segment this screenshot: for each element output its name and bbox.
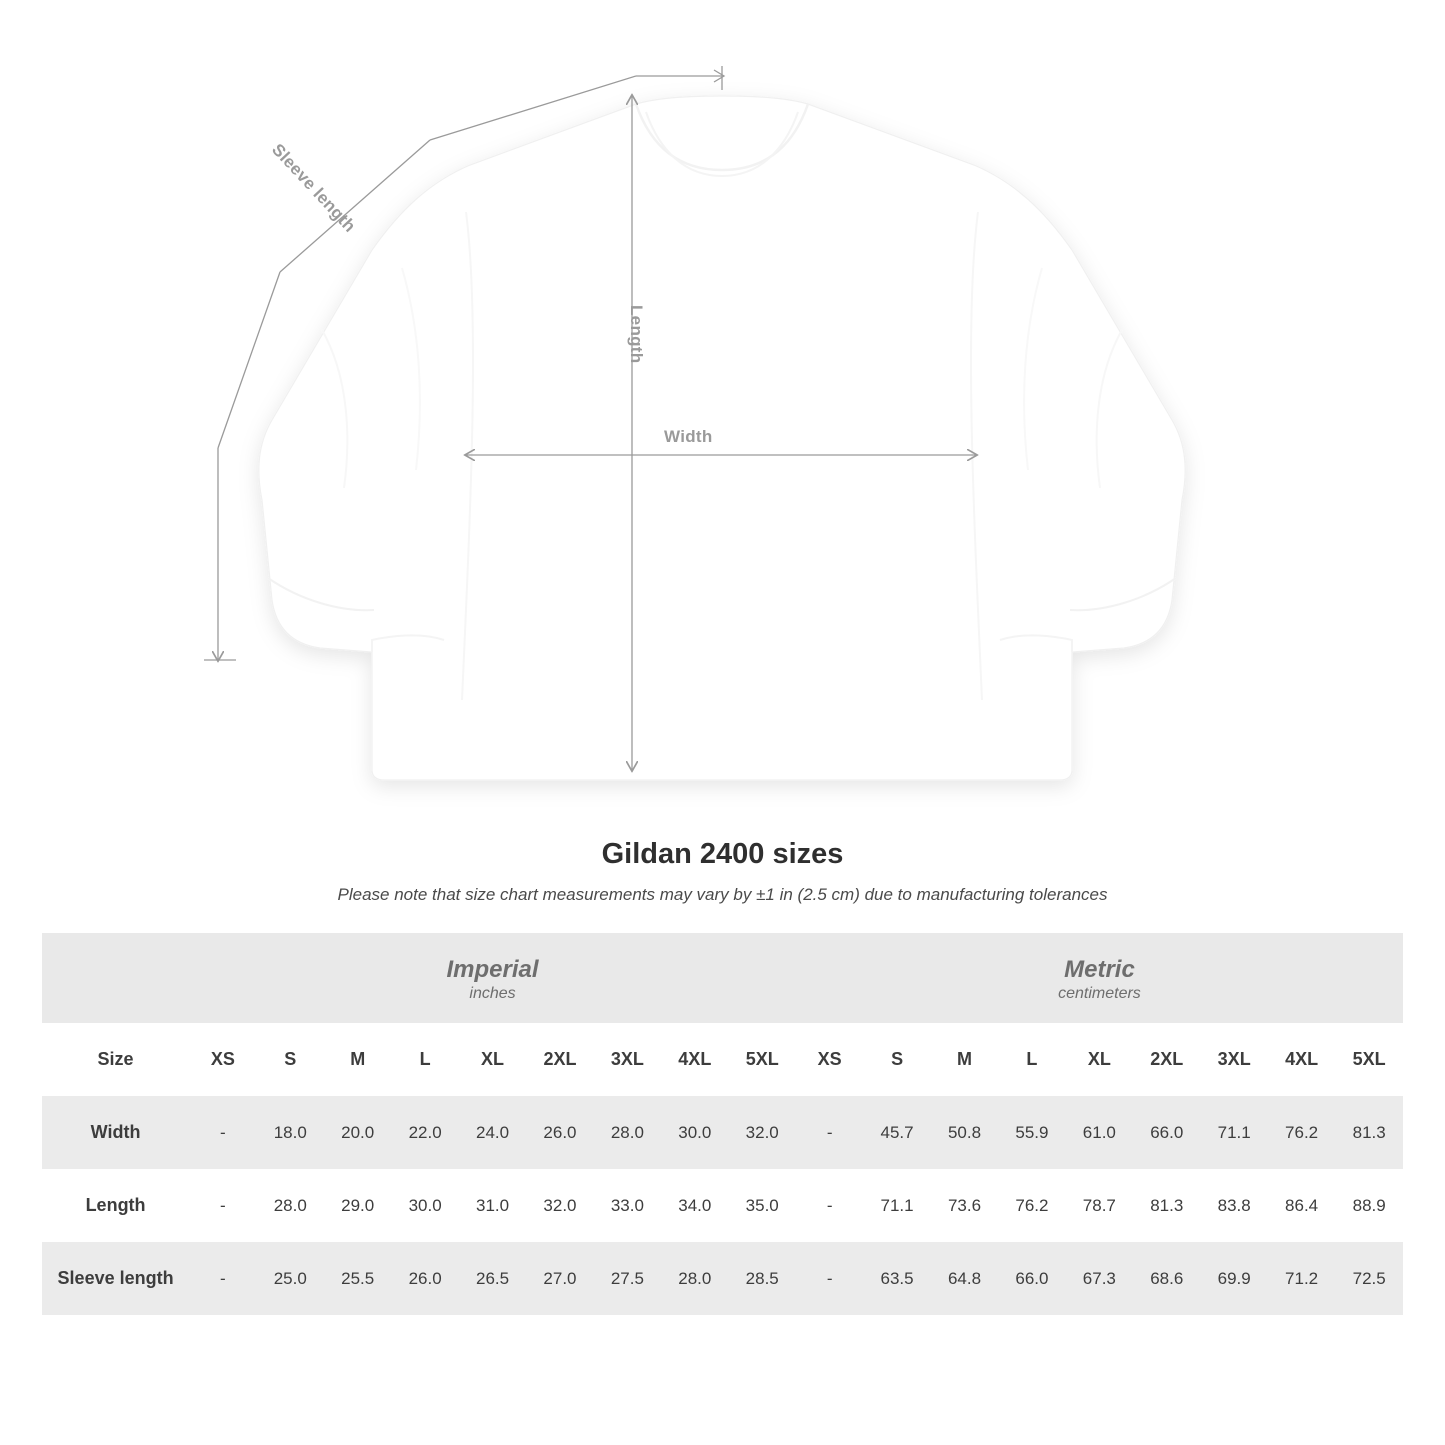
- row-header-sleeve-length: Sleeve length: [42, 1242, 189, 1315]
- cell-sleeve-metric-m: 64.8: [931, 1242, 998, 1315]
- cell-sleeve-imperial-3xl: 27.5: [594, 1242, 661, 1315]
- cell-sleeve-metric-3xl: 69.9: [1200, 1242, 1267, 1315]
- cell-length-metric-s: 71.1: [863, 1169, 930, 1242]
- cell-sleeve-metric-2xl: 68.6: [1133, 1242, 1200, 1315]
- cell-width-imperial-xs: -: [189, 1096, 256, 1169]
- column-header-metric-xs: XS: [796, 1023, 863, 1096]
- cell-sleeve-metric-xs: -: [796, 1242, 863, 1315]
- cell-length-imperial-3xl: 33.0: [594, 1169, 661, 1242]
- column-header-metric-l: L: [998, 1023, 1065, 1096]
- cell-length-metric-m: 73.6: [931, 1169, 998, 1242]
- column-header-imperial-3xl: 3XL: [594, 1023, 661, 1096]
- cell-width-imperial-s: 18.0: [257, 1096, 324, 1169]
- cell-length-metric-5xl: 88.9: [1335, 1169, 1403, 1242]
- table-row: [42, 1169, 1403, 1242]
- cell-width-imperial-4xl: 30.0: [661, 1096, 728, 1169]
- metric-sub: centimeters: [1058, 985, 1141, 1002]
- cell-length-imperial-m: 29.0: [324, 1169, 391, 1242]
- column-header-imperial-4xl: 4XL: [661, 1023, 728, 1096]
- cell-length-imperial-l: 30.0: [391, 1169, 458, 1242]
- cell-length-metric-4xl: 86.4: [1268, 1169, 1335, 1242]
- unit-header-row: [42, 933, 1403, 1023]
- cell-sleeve-imperial-xl: 26.5: [459, 1242, 526, 1315]
- cell-sleeve-metric-xl: 67.3: [1066, 1242, 1133, 1315]
- cell-sleeve-metric-s: 63.5: [863, 1242, 930, 1315]
- cell-width-metric-l: 55.9: [998, 1096, 1065, 1169]
- cell-length-metric-xl: 78.7: [1066, 1169, 1133, 1242]
- row-header-length: Length: [42, 1169, 189, 1242]
- column-header-imperial-2xl: 2XL: [526, 1023, 593, 1096]
- column-header-metric-s: S: [863, 1023, 930, 1096]
- column-header-imperial-l: L: [391, 1023, 458, 1096]
- cell-sleeve-metric-5xl: 72.5: [1335, 1242, 1403, 1315]
- shirt-shape: [259, 96, 1185, 780]
- cell-length-metric-xs: -: [796, 1169, 863, 1242]
- tolerance-note: Please note that size chart measurements may vary by ±1 in (2.5 cm) due to manufacturing tolerances: [337, 885, 1108, 904]
- unit-header-spacer: [42, 933, 189, 1023]
- table-row: [42, 1242, 1403, 1315]
- cell-sleeve-imperial-m: 25.5: [324, 1242, 391, 1315]
- column-header-metric-m: M: [931, 1023, 998, 1096]
- column-header-metric-4xl: 4XL: [1268, 1023, 1335, 1096]
- cell-width-metric-xs: -: [796, 1096, 863, 1169]
- cell-sleeve-imperial-l: 26.0: [391, 1242, 458, 1315]
- cell-length-imperial-4xl: 34.0: [661, 1169, 728, 1242]
- size-table-wrapper: [0, 933, 1445, 1315]
- cell-length-imperial-xl: 31.0: [459, 1169, 526, 1242]
- cell-sleeve-imperial-s: 25.0: [257, 1242, 324, 1315]
- page-title: Gildan 2400 sizes: [601, 838, 844, 870]
- cell-length-metric-2xl: 81.3: [1133, 1169, 1200, 1242]
- width-label: Width: [664, 427, 713, 446]
- metric-name: Metric: [1064, 956, 1135, 983]
- cell-width-metric-m: 50.8: [931, 1096, 998, 1169]
- size-chart-table: [42, 933, 1403, 1315]
- cell-length-imperial-xs: -: [189, 1169, 256, 1242]
- length-label: Length: [627, 305, 646, 364]
- cell-width-imperial-5xl: 32.0: [729, 1096, 796, 1169]
- cell-width-imperial-l: 22.0: [391, 1096, 458, 1169]
- imperial-name: Imperial: [446, 956, 539, 983]
- unit-header-imperial: [189, 933, 796, 1023]
- column-header-metric-3xl: 3XL: [1200, 1023, 1267, 1096]
- cell-sleeve-imperial-5xl: 28.5: [729, 1242, 796, 1315]
- cell-width-metric-xl: 61.0: [1066, 1096, 1133, 1169]
- cell-sleeve-metric-l: 66.0: [998, 1242, 1065, 1315]
- column-header-imperial-m: M: [324, 1023, 391, 1096]
- cell-length-metric-3xl: 83.8: [1200, 1169, 1267, 1242]
- column-header-imperial-5xl: 5XL: [729, 1023, 796, 1096]
- cell-sleeve-imperial-2xl: 27.0: [526, 1242, 593, 1315]
- cell-width-metric-s: 45.7: [863, 1096, 930, 1169]
- column-header-metric-xl: XL: [1066, 1023, 1133, 1096]
- cell-width-metric-4xl: 76.2: [1268, 1096, 1335, 1169]
- column-header-size: Size: [42, 1023, 189, 1096]
- cell-width-metric-5xl: 81.3: [1335, 1096, 1403, 1169]
- column-header-metric-5xl: 5XL: [1335, 1023, 1403, 1096]
- column-header-metric-2xl: 2XL: [1133, 1023, 1200, 1096]
- cell-width-imperial-xl: 24.0: [459, 1096, 526, 1169]
- column-header-imperial-xl: XL: [459, 1023, 526, 1096]
- cell-length-metric-l: 76.2: [998, 1169, 1065, 1242]
- column-header-imperial-s: S: [257, 1023, 324, 1096]
- size-header-row: [42, 1023, 1403, 1096]
- row-header-width: Width: [42, 1096, 189, 1169]
- cell-width-imperial-m: 20.0: [324, 1096, 391, 1169]
- unit-header-metric: [796, 933, 1403, 1023]
- imperial-sub: inches: [469, 985, 516, 1002]
- cell-width-metric-2xl: 66.0: [1133, 1096, 1200, 1169]
- cell-length-imperial-5xl: 35.0: [729, 1169, 796, 1242]
- cell-length-imperial-2xl: 32.0: [526, 1169, 593, 1242]
- table-row: [42, 1096, 1403, 1169]
- cell-width-metric-3xl: 71.1: [1200, 1096, 1267, 1169]
- cell-sleeve-imperial-4xl: 28.0: [661, 1242, 728, 1315]
- cell-sleeve-imperial-xs: -: [189, 1242, 256, 1315]
- cell-sleeve-metric-4xl: 71.2: [1268, 1242, 1335, 1315]
- cell-width-imperial-2xl: 26.0: [526, 1096, 593, 1169]
- column-header-imperial-xs: XS: [189, 1023, 256, 1096]
- title-block: [0, 838, 1445, 905]
- sleeve-length-label: Sleeve length: [268, 140, 360, 236]
- cell-length-imperial-s: 28.0: [257, 1169, 324, 1242]
- cell-width-imperial-3xl: 28.0: [594, 1096, 661, 1169]
